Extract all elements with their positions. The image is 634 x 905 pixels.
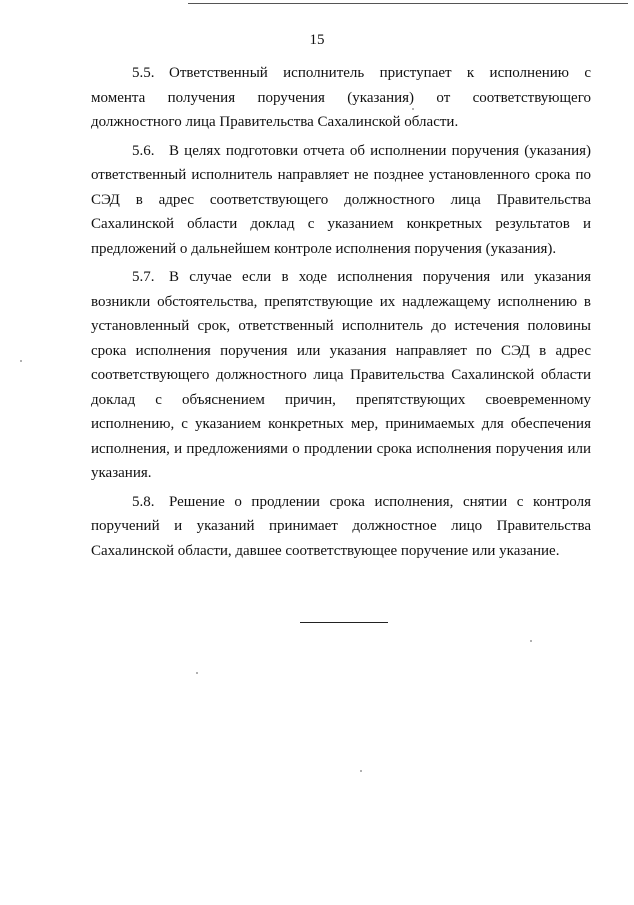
paragraph-number: 5.8.	[132, 493, 155, 510]
paragraph-text: Решение о продлении срока исполнения, снятии с контроля поручений и указаний принимает должностное лицо Правительства Сахалинской области, давшее соответствующее поручение или указание.	[91, 493, 591, 559]
paragraph-text: В случае если в ходе исполнения поручения или указания возникли обстоятельства, препятствующие их надлежащему исполнению в установленный срок, ответственный исполнитель до истечения половины срока исполнения поручения или указания направляет по СЭД в адрес соответствующего должностного лица Правительства Сахалинской области доклад с объяснением причин, препятствующих своевременному исполнению, с указанием конкретных мер, принимаемых для обеспечения исполнения, и предложениями о продлении срока исполнения поручения или указания.	[91, 269, 591, 481]
paragraph-5-5	[91, 61, 591, 135]
paragraph-number: 5.5.	[132, 65, 155, 81]
scan-speck	[20, 360, 22, 362]
end-of-text-line	[300, 622, 388, 623]
paragraph-5-7	[91, 265, 591, 486]
document-body	[91, 61, 591, 563]
paragraph-5-6	[91, 139, 591, 262]
top-border-line	[188, 3, 628, 4]
scan-speck	[412, 108, 414, 110]
paragraph-number: 5.6.	[132, 142, 155, 159]
paragraph-text: В целях подготовки отчета об исполнении поручения (указания) ответственный исполнитель направляет не позднее установленного срока по СЭД в адрес соответствующего должностного лица Правительства Сахалинской области доклад с указанием конкретных результатов и предложений о дальнейшем контроле исполнения поручения (указания).	[91, 142, 591, 257]
paragraph-text: Ответственный исполнитель приступает к исполнению с момента получения поручения (указания) от соответствующего должностного лица Правительства Сахалинской области.	[91, 65, 591, 130]
paragraph-number: 5.7.	[132, 269, 155, 285]
scan-speck	[360, 770, 362, 772]
paragraph-5-8	[91, 490, 591, 564]
scan-speck	[530, 640, 532, 642]
scan-speck	[196, 672, 198, 674]
page-number: 15	[309, 32, 325, 48]
